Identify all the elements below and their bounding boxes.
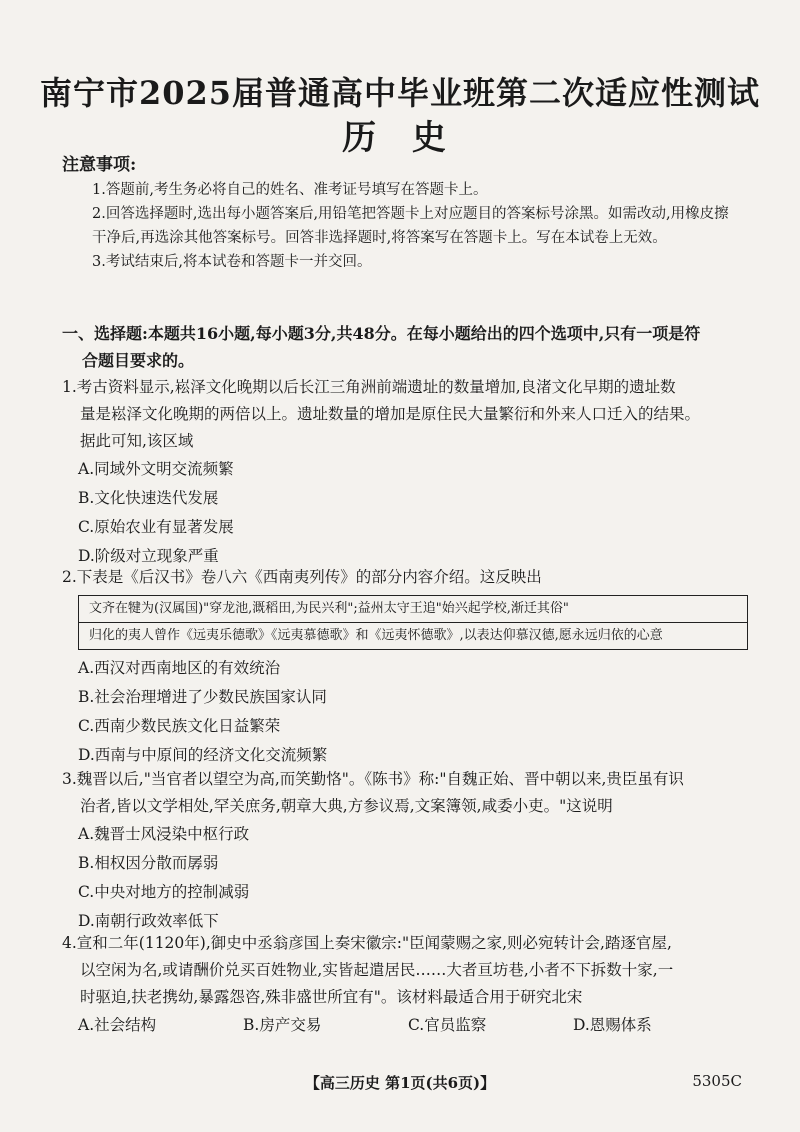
question-stem-line: 4.宣和二年(1120年),御史中丞翁彦国上奏宋徽宗:"臣闻蒙赐之家,则必宛转计会,踏逐官屋,: [62, 934, 672, 952]
question-stem-line: 时驱迫,扶老携幼,暴露怨咨,殊非盛世所宜有"。该材料最适合用于研究北宋: [80, 988, 583, 1006]
question-stem-line: 量是崧泽文化晚期的两倍以上。遗址数量的增加是原住民大量繁衍和外来人口迁入的结果。: [80, 405, 701, 423]
option-b: B.文化快速迭代发展: [78, 489, 219, 507]
page-footer: 【高三历史 第1页(共6页)】: [304, 1074, 496, 1092]
question-stem-line: 2.下表是《后汉书》卷八六《西南夷列传》的部分内容介绍。这反映出: [62, 568, 542, 586]
option-d: D.南朝行政效率低下: [78, 912, 219, 930]
option-a: A.西汉对西南地区的有效统治: [78, 659, 281, 677]
notice-item: 3.考试结束后,将本试卷和答题卡一并交回。: [92, 254, 372, 270]
table-row: 文齐在犍为(汉属国)"穿龙池,溉稻田,为民兴利";益州太守王追"始兴起学校,渐迁其俗": [79, 596, 747, 623]
option-b: B.相权因分散而孱弱: [78, 854, 219, 872]
options-row: [62, 1011, 752, 1039]
option-b: B.社会治理增进了少数民族国家认同: [78, 688, 327, 706]
notice-item: 1.答题前,考生务必将自己的姓名、准考证号填写在答题卡上。: [92, 182, 488, 198]
table-row: 归化的夷人曾作《远夷乐德歌》《远夷慕德歌》和《远夷怀德歌》,以表达仰慕汉德,愿永远归依的心意: [89, 628, 663, 643]
option-a: A.魏晋士风浸染中枢行政: [78, 825, 250, 843]
option-c: C.官员监察: [408, 1016, 487, 1034]
section-heading-line: 合题目要求的。: [82, 351, 195, 370]
question-stem-line: 1.考古资料显示,崧泽文化晚期以后长江三角洲前端遗址的数量增加,良渚文化早期的遗址数: [62, 378, 676, 396]
question-1: [62, 374, 752, 571]
question-stem-line: 以空闲为名,或请酬价兑买百姓物业,实皆起遣居民……大者亘坊巷,小者不下拆数十家,一: [80, 961, 674, 979]
option-a: A.社会结构: [78, 1016, 157, 1034]
option-b: B.房产交易: [243, 1016, 322, 1034]
source-table: [78, 595, 748, 650]
option-c: C.西南少数民族文化日益繁荣: [78, 717, 281, 735]
notice-heading: 注意事项:: [62, 155, 137, 175]
question-stem-line: 据此可知,该区域: [80, 432, 194, 450]
section-heading-line: 一、选择题:本题共16小题,每小题3分,共48分。在每小题给出的四个选项中,只有一项是符: [62, 324, 701, 343]
notice-item: 2.回答选择题时,选出每小题答案后,用铅笔把答题卡上对应题目的答案标号涂黑。如需改动,用橡皮擦干净后,再选涂其他答案标号。回答非选择题时,将答案写在答题卡上。写在本试卷上无效。: [92, 206, 729, 246]
option-d: D.西南与中原间的经济文化交流频繁: [78, 746, 328, 764]
option-d: D.恩赐体系: [573, 1016, 652, 1034]
option-a: A.同域外文明交流频繁: [78, 460, 234, 478]
option-c: C.中央对地方的控制减弱: [78, 883, 250, 901]
exam-title: 南宁市2025届普通高中毕业班第二次适应性测试: [39, 74, 761, 112]
question-4: [62, 930, 752, 1039]
notice-list: [92, 178, 732, 274]
question-3: [62, 766, 752, 936]
question-2: [62, 564, 752, 770]
option-c: C.原始农业有显著发展: [78, 518, 234, 536]
exam-subject: 历 史: [342, 118, 458, 158]
paper-code: 5305C: [692, 1072, 742, 1090]
section-heading: [62, 320, 742, 374]
question-stem-line: 3.魏晋以后,"当官者以望空为高,而笑勤恪"。《陈书》称:"自魏正始、晋中朝以来,贵臣虽有识: [62, 770, 684, 788]
option-d: D.阶级对立现象严重: [78, 547, 219, 565]
question-stem-line: 治者,皆以文学相处,罕关庶务,朝章大典,方参议焉,文案簿领,咸委小吏。"这说明: [80, 797, 613, 815]
